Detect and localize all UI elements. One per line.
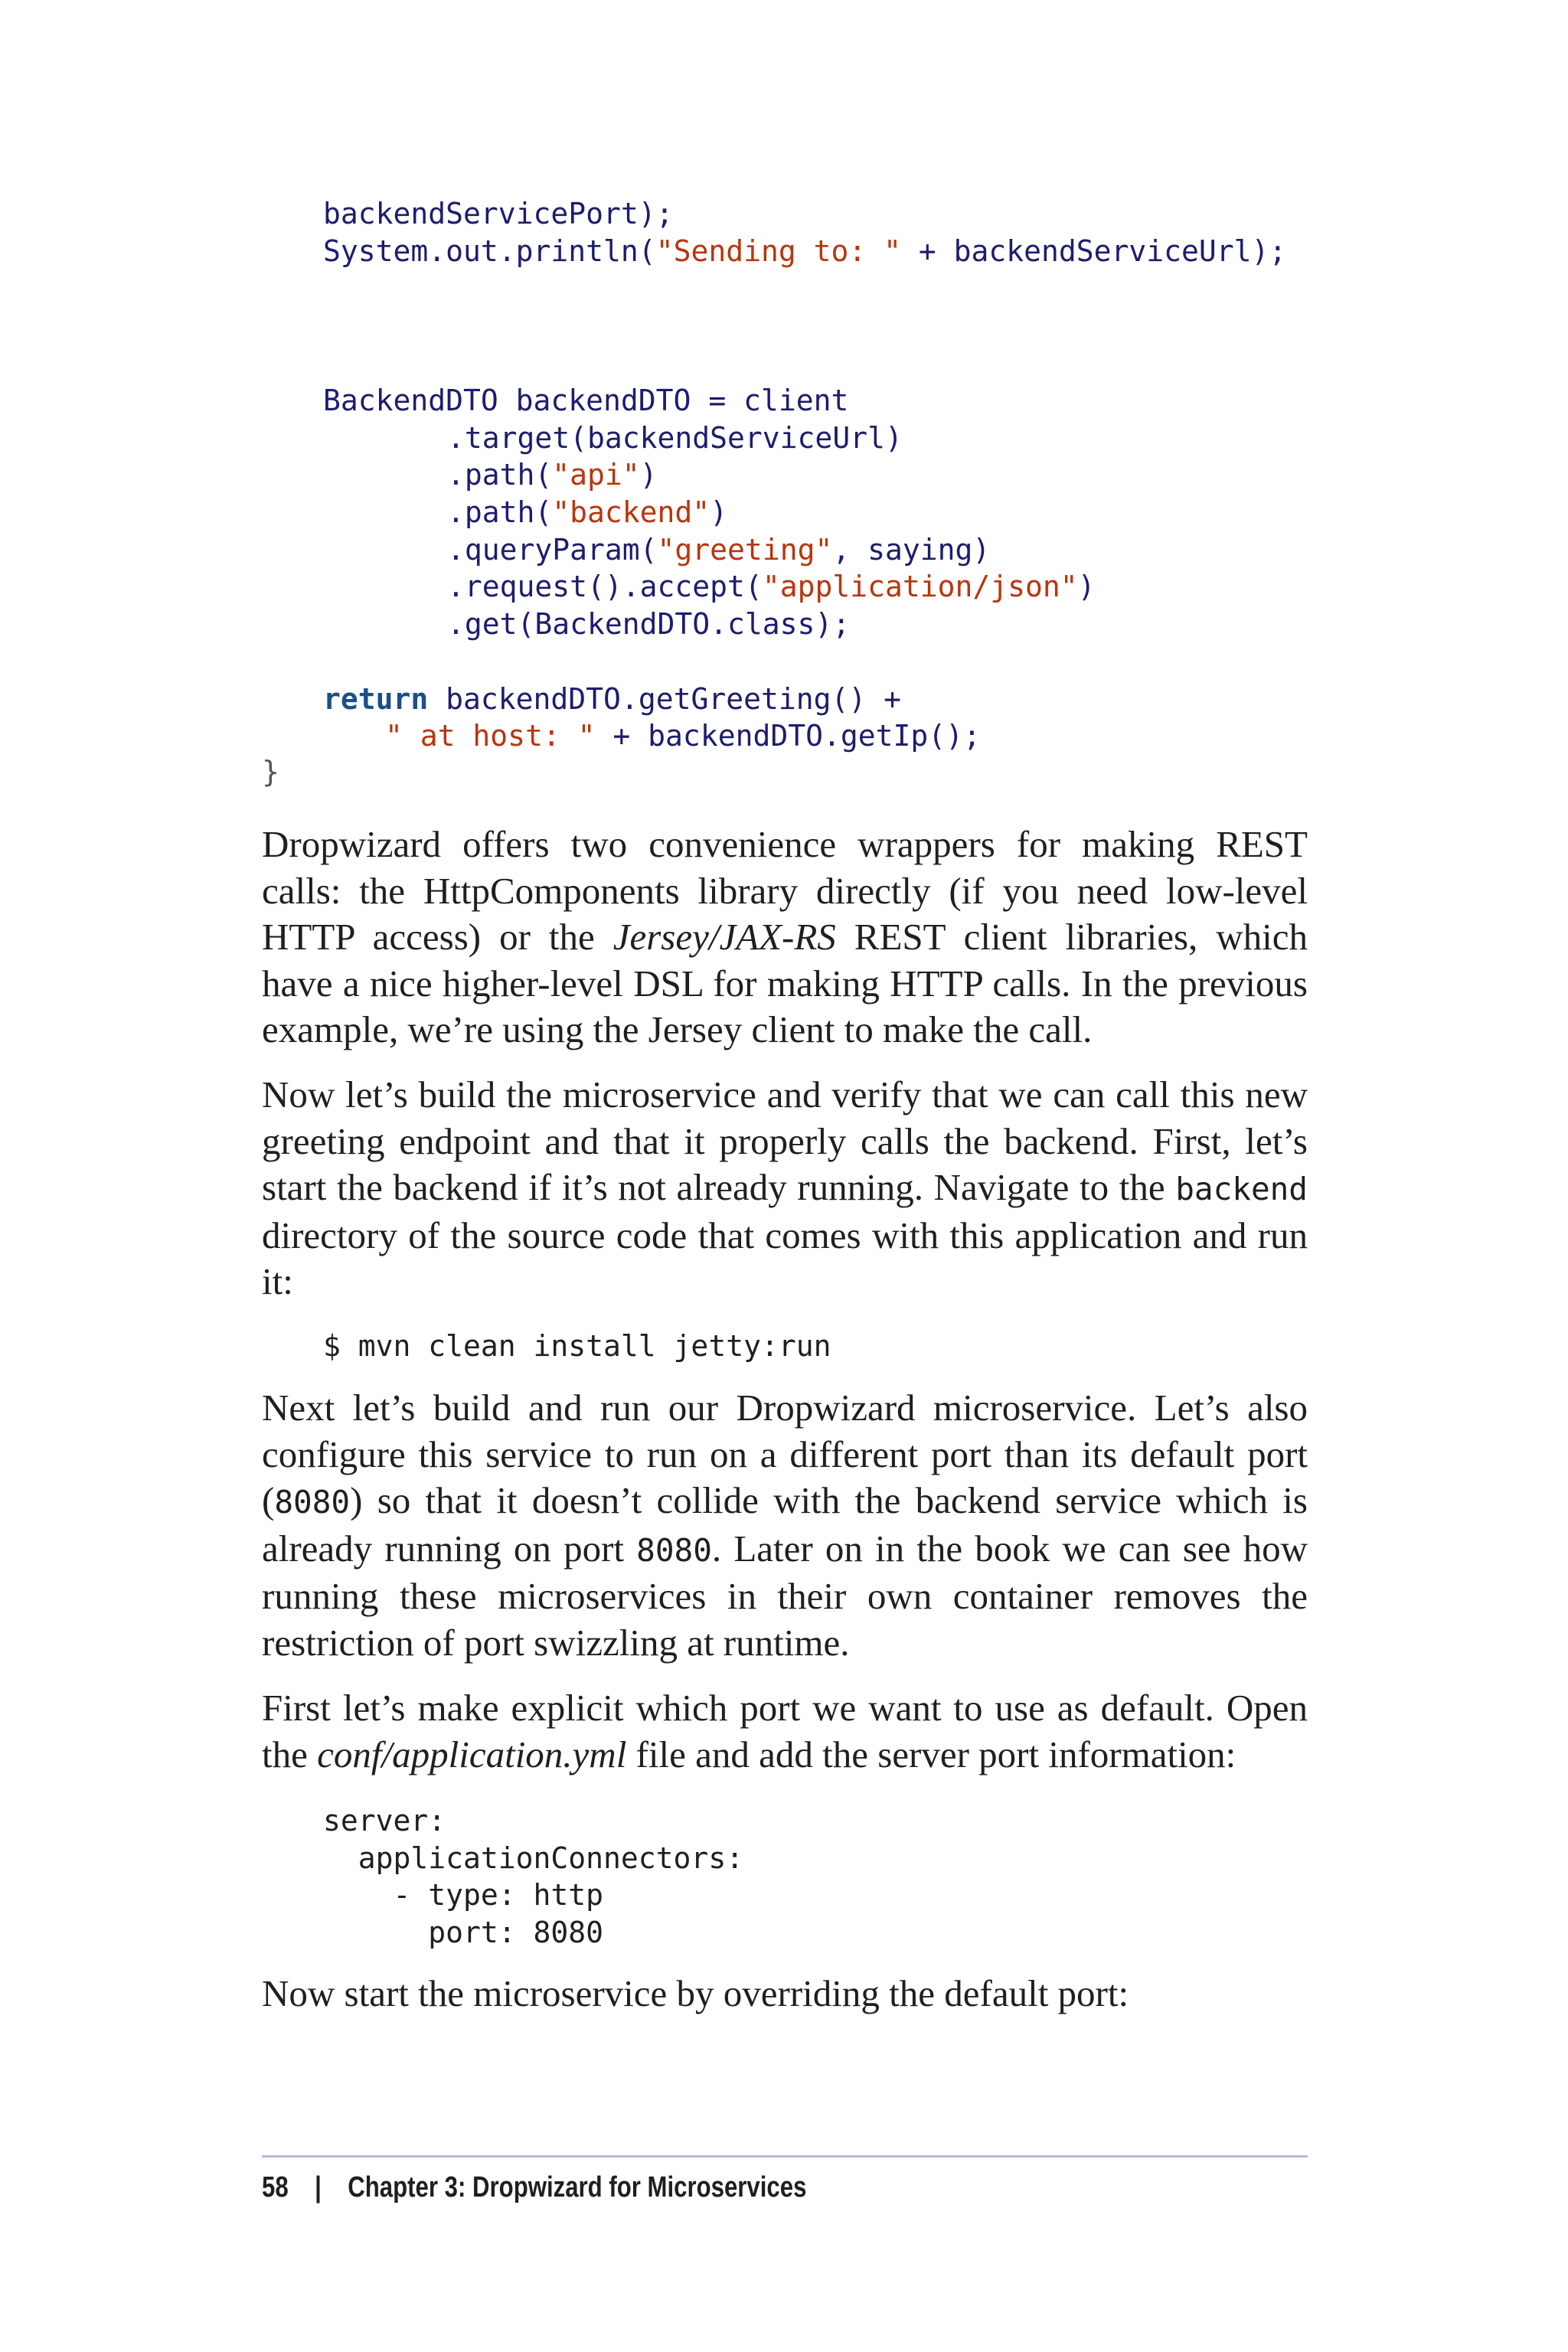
code-text: .get(BackendDTO.class);: [447, 607, 851, 642]
code-string: "Sending to: ": [655, 234, 901, 268]
paragraph-text: REST client libraries, which have a nice higher-level DSL for making HTTP calls. In the previous example, we’re using the Jersey client to make the call.: [262, 916, 1308, 1050]
page-footer: [262, 2171, 806, 2204]
code-text: }: [262, 755, 279, 789]
command-text: $ mvn clean install jetty:run: [323, 1329, 831, 1363]
paragraph-text: Now let’s build the microservice and verify that we can call this new greeting endpoint and that it properly calls the backend. First, let’s start the backend if it’s not already running. Navigate to the: [262, 1073, 1308, 1208]
code-closing-brace: [262, 753, 279, 791]
code-text: .path(: [447, 495, 553, 530]
code-text: ): [1077, 570, 1096, 604]
code-text: .queryParam(: [447, 532, 658, 567]
code-line: - type: http: [323, 1878, 604, 1913]
paragraph-text: Next let’s build and run our Dropwizard microservice. Let’s also configure this service to run on a different port than its default port (: [262, 1387, 1308, 1521]
paragraph-text: directory of the source code that comes with this application and run it:: [262, 1214, 1308, 1302]
footer-rule: [262, 2155, 1308, 2158]
code-string: " at host: ": [385, 719, 596, 753]
code-line: [323, 382, 1096, 420]
java-code-block-chain: [323, 382, 1096, 755]
code-text: ): [710, 495, 728, 530]
page-number: 58: [262, 2171, 289, 2203]
code-line: applicationConnectors:: [323, 1841, 744, 1875]
code-line: [323, 681, 1096, 718]
yaml-code-block: [323, 1802, 743, 1952]
code-line: [323, 420, 1096, 457]
paragraph-text: . Later on in the book we can see how running these microservices in their own container removes the restriction of port swizzling at runtime.: [262, 1527, 1308, 1664]
code-text: System.out.println(: [323, 234, 656, 268]
code-line: [323, 568, 1096, 606]
code-text: BackendDTO backendDTO = client: [323, 384, 849, 417]
code-line: [323, 531, 1096, 569]
inline-code: backend: [1175, 1171, 1308, 1207]
code-text: + backendServiceUrl);: [900, 234, 1287, 268]
paragraph-text: file and add the server port information:: [626, 1733, 1236, 1775]
code-string: "backend": [552, 495, 710, 530]
code-line: [323, 233, 1286, 270]
paragraph: [262, 1971, 1308, 2017]
code-text: , saying): [832, 532, 991, 567]
code-line: [323, 717, 1096, 755]
code-text: .target(backendServiceUrl): [447, 420, 903, 455]
code-text: .request().accept(: [447, 570, 763, 604]
paragraph: [262, 1685, 1308, 1778]
code-string: "greeting": [657, 532, 833, 567]
paragraph-text: Now start the microservice by overriding the default port:: [262, 1972, 1129, 2014]
chapter-title: Chapter 3: Dropwizard for Microservices: [348, 2171, 807, 2203]
code-text: backendDTO.getGreeting() +: [428, 681, 901, 716]
code-line: [323, 494, 1096, 531]
code-string: "api": [552, 458, 640, 492]
paragraph-emphasis: conf/application.yml: [317, 1733, 627, 1775]
paragraph-emphasis: Jersey/JAX-RS: [612, 916, 836, 958]
inline-code: 8080: [274, 1484, 351, 1521]
code-keyword: return: [323, 681, 429, 716]
paragraph-text: Dropwizard offers two convenience wrappers for making REST calls: the HttpComponents library directly (if you need low-level HTTP access) or the: [262, 823, 1308, 958]
code-text: backendServicePort);: [323, 197, 674, 230]
java-code-block: [323, 195, 1286, 270]
paragraph: [262, 1385, 1308, 1666]
code-string: "application/json": [762, 570, 1078, 604]
code-text: + backendDTO.getIp();: [595, 719, 981, 753]
code-text: .path(: [447, 458, 553, 492]
code-line: [323, 456, 1096, 494]
code-text: ): [639, 458, 658, 492]
code-line: server:: [323, 1804, 446, 1838]
paragraph-text: First let’s make explicit which port we want to use as default. Open the: [262, 1687, 1308, 1775]
inline-code: 8080: [636, 1531, 712, 1569]
code-line: [323, 606, 1096, 643]
paragraph: [262, 822, 1308, 1054]
shell-command: [323, 1328, 831, 1365]
footer-separator: |: [315, 2171, 322, 2203]
paragraph-text: ) so that it doesn’t collide with the backend service which is already running on port: [262, 1479, 1308, 1570]
code-line: port: 8080: [323, 1916, 604, 1950]
code-line: [323, 195, 1286, 233]
paragraph: [262, 1072, 1308, 1305]
